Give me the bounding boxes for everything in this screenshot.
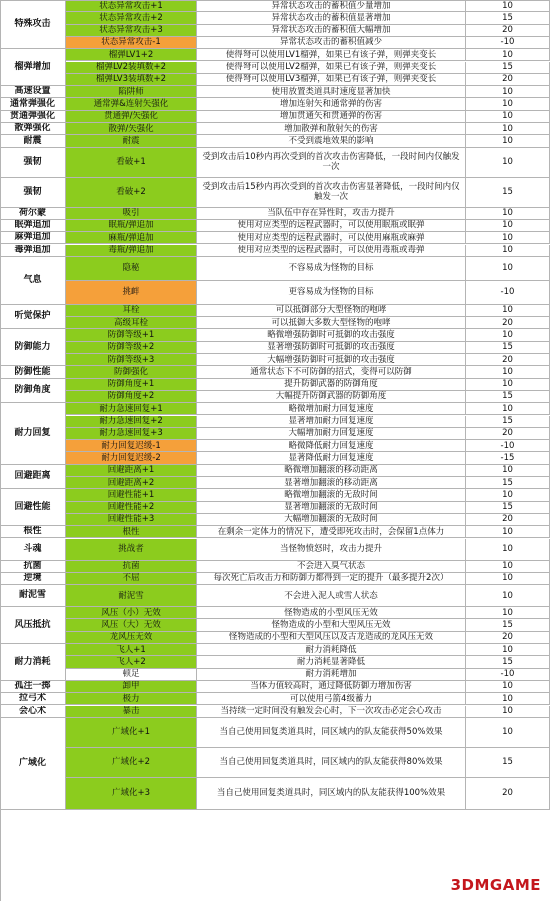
description-cell: 大幅增强防御时可抵御的攻击强度 (197, 354, 466, 366)
description-cell: 略微增加翻滚的移动距离 (197, 465, 466, 477)
points-cell: 15 (466, 342, 550, 354)
skill-name-cell: 防御等级+3 (66, 354, 197, 366)
skill-name-cell: 暴击 (66, 706, 197, 718)
points-cell: 10 (466, 245, 550, 257)
category-cell: 荷尔蒙 (0, 208, 66, 220)
description-cell: 可以抵御大多数大型怪物的咆哮 (197, 317, 466, 329)
skill-name-cell: 根性 (66, 526, 197, 538)
description-cell: 通常状态下不可防御的招式，变得可以防御 (197, 366, 466, 378)
points-cell: 10 (466, 718, 550, 748)
skill-name-cell: 看破+1 (66, 148, 197, 178)
points-cell: 20 (466, 74, 550, 86)
category-cell: 眠弹追加 (0, 220, 66, 232)
description-cell: 可以使用弓箭4级蓄力 (197, 693, 466, 705)
skill-name-cell: 耳栓 (66, 305, 197, 317)
description-cell: 异常状态攻击的蓄积值减少 (197, 37, 466, 49)
skill-name-cell: 回避距离+1 (66, 465, 197, 477)
skill-name-cell: 高级耳栓 (66, 317, 197, 329)
points-cell: 10 (466, 585, 550, 607)
points-cell: 10 (466, 0, 550, 12)
points-cell: 20 (466, 25, 550, 37)
points-cell: -15 (466, 452, 550, 464)
category-cell: 榴弹增加 (0, 49, 66, 86)
description-cell: 略微增强防御时可抵御的攻击强度 (197, 329, 466, 341)
skill-name-cell: 顿足 (66, 669, 197, 681)
category-cell: 贯通弹强化 (0, 111, 66, 123)
description-cell: 异常状态攻击的蓄积值大幅增加 (197, 25, 466, 37)
category-cell: 耐震 (0, 135, 66, 147)
description-cell: 略微增加耐力回复速度 (197, 403, 466, 415)
description-cell: 增加贯通矢和贯通弹的伤害 (197, 111, 466, 123)
skill-name-cell: 卸甲 (66, 681, 197, 693)
skill-name-cell: 看破+2 (66, 178, 197, 208)
skill-name-cell: 回避性能+3 (66, 514, 197, 526)
description-cell: 受到攻击后15秒内再次受到的首次攻击伤害显著降低，一段时间内仅触发一次 (197, 178, 466, 208)
skill-name-cell: 麻瓶/弹追加 (66, 232, 197, 244)
skill-name-cell: 挑衅 (66, 281, 197, 305)
points-cell: 10 (466, 526, 550, 538)
description-cell: 怪物造成的小型风压无效 (197, 607, 466, 619)
description-cell: 当持续一定时间没有触发会心时，下一次攻击必定会心攻击 (197, 706, 466, 718)
points-cell: 10 (466, 403, 550, 415)
category-cell: 耐力消耗 (0, 644, 66, 681)
description-cell: 略微增加翻滚的无敌时间 (197, 489, 466, 501)
description-cell: 显著降低耐力回复速度 (197, 452, 466, 464)
skill-name-cell: 回避性能+2 (66, 502, 197, 514)
description-cell: 使用放置类道具时速度显著加快 (197, 86, 466, 98)
points-cell: 20 (466, 632, 550, 644)
category-cell: 麻弹追加 (0, 232, 66, 244)
description-cell: 使用对应类型的远程武器时，可以使用麻瓶或麻弹 (197, 232, 466, 244)
points-cell: 10 (466, 607, 550, 619)
description-cell: 不受到震地效果的影响 (197, 135, 466, 147)
skill-name-cell: 耐力回复迟缓-2 (66, 452, 197, 464)
points-cell: 10 (466, 329, 550, 341)
points-cell: -10 (466, 281, 550, 305)
description-cell: 使用对应类型的远程武器时，可以使用眠瓶或眠弹 (197, 220, 466, 232)
description-cell: 使得弩可以使用LV1榴弹，如果已有该子弹，则弹夹变长 (197, 49, 466, 61)
points-cell: 10 (466, 208, 550, 220)
points-cell: 15 (466, 178, 550, 208)
points-cell: 10 (466, 379, 550, 391)
category-cell: 斗魂 (0, 539, 66, 561)
skill-name-cell: 耐震 (66, 135, 197, 147)
points-cell: 10 (466, 232, 550, 244)
points-cell: 20 (466, 778, 550, 810)
category-cell: 回避性能 (0, 489, 66, 526)
points-cell: 10 (466, 366, 550, 378)
description-cell: 提升防御武器的防御角度 (197, 379, 466, 391)
points-cell: 20 (466, 428, 550, 440)
points-cell: -10 (466, 440, 550, 452)
skill-name-cell: 通常弹&连射矢强化 (66, 98, 197, 110)
points-cell: 10 (466, 561, 550, 573)
skill-name-cell: 广域化+3 (66, 778, 197, 810)
points-cell: 15 (466, 62, 550, 74)
points-cell: 10 (466, 573, 550, 585)
skill-name-cell: 毒瓶/弹追加 (66, 245, 197, 257)
description-cell: 增加散弹和散射矢的伤害 (197, 123, 466, 135)
skill-name-cell: 耐力回复迟缓-1 (66, 440, 197, 452)
description-cell: 受到攻击后10秒内再次受到的首次攻击伤害降低，一段时间内仅触发一次 (197, 148, 466, 178)
description-cell: 异常状态攻击的蓄积值显著增加 (197, 12, 466, 24)
skill-name-cell: 极力 (66, 693, 197, 705)
points-cell: 10 (466, 681, 550, 693)
skill-name-cell: 陷阱师 (66, 86, 197, 98)
description-cell: 显著增加翻滚的移动距离 (197, 477, 466, 489)
skill-name-cell: 抗菌 (66, 561, 197, 573)
description-cell: 大幅增加翻滚的无敌时间 (197, 514, 466, 526)
category-cell: 气息 (0, 257, 66, 305)
points-cell: 15 (466, 477, 550, 489)
points-cell: 10 (466, 693, 550, 705)
points-cell: 10 (466, 135, 550, 147)
skill-name-cell: 散弹/矢强化 (66, 123, 197, 135)
description-cell: 耐力消耗降低 (197, 644, 466, 656)
category-cell: 毒弹追加 (0, 245, 66, 257)
description-cell: 大幅增加耐力回复速度 (197, 428, 466, 440)
description-cell: 可以抵御部分大型怪物的咆哮 (197, 305, 466, 317)
skill-name-cell: 耐泥雪 (66, 585, 197, 607)
description-cell: 当自己使用回复类道具时，同区域内的队友能获得50%效果 (197, 718, 466, 748)
skill-name-cell: 风压（大）无效 (66, 619, 197, 631)
points-cell: -10 (466, 37, 550, 49)
skill-name-cell: 状态异常攻击-1 (66, 37, 197, 49)
category-cell: 耐泥雪 (0, 585, 66, 607)
points-cell: 20 (466, 317, 550, 329)
description-cell: 怪物造成的小型和大型风压以及古龙造成的龙风压无效 (197, 632, 466, 644)
description-cell: 更容易成为怪物的目标 (197, 281, 466, 305)
skill-name-cell: 状态异常攻击+3 (66, 25, 197, 37)
points-cell: 20 (466, 514, 550, 526)
skill-name-cell: 耐力急速回复+1 (66, 403, 197, 415)
category-cell: 拉弓术 (0, 693, 66, 705)
category-cell: 回避距离 (0, 465, 66, 490)
points-cell: 10 (466, 220, 550, 232)
points-cell: 15 (466, 502, 550, 514)
skill-name-cell: 回避距离+2 (66, 477, 197, 489)
points-cell: 10 (466, 148, 550, 178)
description-cell: 当体力值较高时，通过降低防御力增加伤害 (197, 681, 466, 693)
skill-name-cell: 耐力急速回复+3 (66, 428, 197, 440)
points-cell: -10 (466, 669, 550, 681)
skill-name-cell: 眠瓶/弹追加 (66, 220, 197, 232)
description-cell: 大幅提升防御武器的防御角度 (197, 391, 466, 403)
description-cell: 当怪物愤怒时，攻击力提升 (197, 539, 466, 561)
skill-name-cell: 榴弹LV3装填数+2 (66, 74, 197, 86)
description-cell: 每次死亡后攻击力和防御力都得到一定的提升（最多提升2次） (197, 573, 466, 585)
skill-name-cell: 飞人+1 (66, 644, 197, 656)
skill-name-cell: 榴弹LV1+2 (66, 49, 197, 61)
category-cell: 耐力回复 (0, 403, 66, 465)
description-cell: 耐力消耗显著降低 (197, 656, 466, 668)
points-cell: 10 (466, 257, 550, 281)
points-cell: 15 (466, 391, 550, 403)
category-cell: 风压抵抗 (0, 607, 66, 644)
description-cell: 使得弩可以使用LV3榴弹，如果已有该子弹，则弹夹变长 (197, 74, 466, 86)
skill-name-cell: 隐秘 (66, 257, 197, 281)
category-cell: 根性 (0, 526, 66, 538)
skill-name-cell: 广域化+2 (66, 748, 197, 778)
points-cell: 10 (466, 98, 550, 110)
description-cell: 显著增加耐力回复速度 (197, 416, 466, 428)
category-cell: 防御性能 (0, 366, 66, 378)
category-cell: 逆境 (0, 573, 66, 585)
skill-name-cell: 防御角度+2 (66, 391, 197, 403)
points-cell: 10 (466, 644, 550, 656)
category-cell: 散弹强化 (0, 123, 66, 135)
description-cell: 在剩余一定体力的情况下，遭受即死攻击时，会保留1点体力 (197, 526, 466, 538)
description-cell: 使得弩可以使用LV2榴弹，如果已有该子弹，则弹夹变长 (197, 62, 466, 74)
points-cell: 15 (466, 619, 550, 631)
points-cell: 15 (466, 416, 550, 428)
description-cell: 耐力消耗增加 (197, 669, 466, 681)
skill-name-cell: 挑战者 (66, 539, 197, 561)
description-cell: 显著增加翻滚的无敌时间 (197, 502, 466, 514)
points-cell: 10 (466, 706, 550, 718)
skill-name-cell: 龙风压无效 (66, 632, 197, 644)
skill-name-cell: 防御等级+2 (66, 342, 197, 354)
skill-name-cell: 广域化+1 (66, 718, 197, 748)
skill-name-cell: 状态异常攻击+1 (66, 0, 197, 12)
points-cell: 15 (466, 12, 550, 24)
description-cell: 不会进入泥人或雪人状态 (197, 585, 466, 607)
skill-name-cell: 状态异常攻击+2 (66, 12, 197, 24)
category-cell: 孤注一掷 (0, 681, 66, 693)
points-cell: 10 (466, 465, 550, 477)
points-cell: 10 (466, 305, 550, 317)
description-cell: 不会进入臭气状态 (197, 561, 466, 573)
points-cell: 10 (466, 86, 550, 98)
description-cell: 怪物造成的小型和大型风压无效 (197, 619, 466, 631)
skill-name-cell: 飞人+2 (66, 656, 197, 668)
points-cell: 10 (466, 49, 550, 61)
skill-name-cell: 吸引 (66, 208, 197, 220)
skill-name-cell: 防御等级+1 (66, 329, 197, 341)
skill-name-cell: 不屈 (66, 573, 197, 585)
category-cell: 通常弹强化 (0, 98, 66, 110)
description-cell: 增加连射矢和通常弹的伤害 (197, 98, 466, 110)
skill-name-cell: 回避性能+1 (66, 489, 197, 501)
skill-name-cell: 榴弹LV2装填数+2 (66, 62, 197, 74)
skill-name-cell: 耐力急速回复+2 (66, 416, 197, 428)
category-cell: 强韧 (0, 178, 66, 208)
skill-name-cell: 防御角度+1 (66, 379, 197, 391)
category-cell: 会心术 (0, 706, 66, 718)
category-cell: 防御能力 (0, 329, 66, 366)
skill-name-cell: 风压（小）无效 (66, 607, 197, 619)
category-cell: 抗菌 (0, 561, 66, 573)
points-cell: 15 (466, 656, 550, 668)
description-cell: 当自己使用回复类道具时，同区域内的队友能获得100%效果 (197, 778, 466, 810)
points-cell: 10 (466, 123, 550, 135)
category-cell: 防御角度 (0, 379, 66, 404)
site-logo: 3DMGAME (448, 875, 544, 895)
category-cell: 强韧 (0, 148, 66, 178)
category-cell: 广域化 (0, 718, 66, 810)
points-cell: 10 (466, 111, 550, 123)
skill-name-cell: 贯通弹/矢强化 (66, 111, 197, 123)
skill-name-cell: 防御强化 (66, 366, 197, 378)
description-cell: 不容易成为怪物的目标 (197, 257, 466, 281)
category-cell: 听觉保护 (0, 305, 66, 330)
description-cell: 显著增强防御时可抵御的攻击强度 (197, 342, 466, 354)
points-cell: 10 (466, 489, 550, 501)
description-cell: 略微降低耐力回复速度 (197, 440, 466, 452)
description-cell: 当队伍中存在异性时，攻击力提升 (197, 208, 466, 220)
description-cell: 使用对应类型的远程武器时，可以使用毒瓶或毒弹 (197, 245, 466, 257)
description-cell: 异常状态攻击的蓄积值少量增加 (197, 0, 466, 12)
category-cell: 高速设置 (0, 86, 66, 98)
points-cell: 20 (466, 354, 550, 366)
category-cell: 特殊攻击 (0, 0, 66, 49)
points-cell: 15 (466, 748, 550, 778)
points-cell: 10 (466, 539, 550, 561)
description-cell: 当自己使用回复类道具时，同区域内的队友能获得80%效果 (197, 748, 466, 778)
